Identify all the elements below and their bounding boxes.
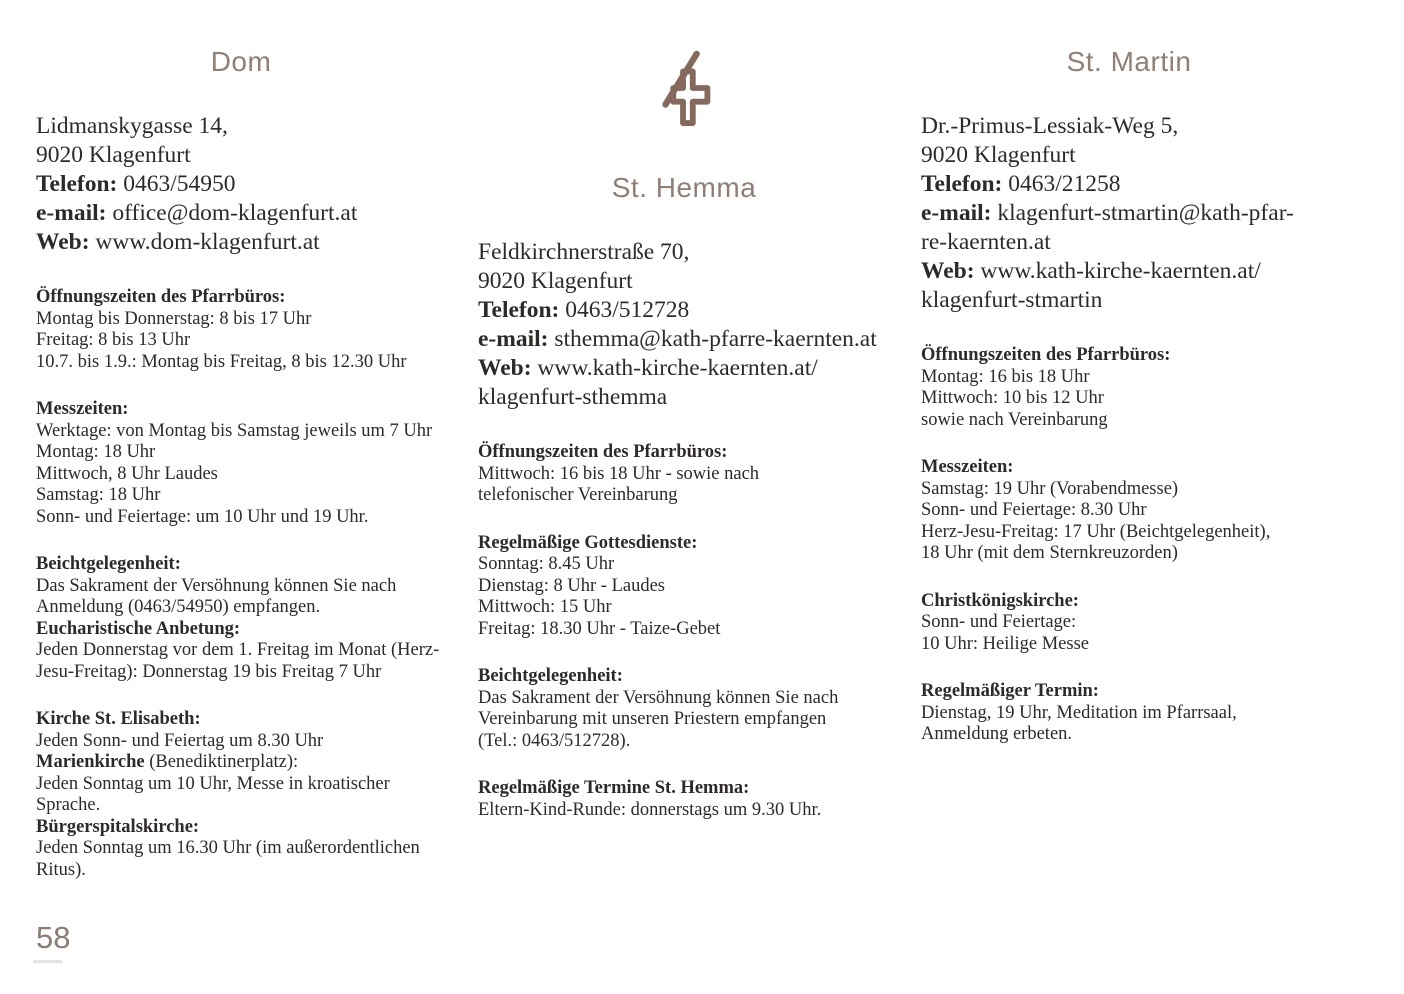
text-line [478, 464, 890, 486]
contact-block-st-martin [921, 112, 1337, 315]
text-line [921, 703, 1337, 725]
bold-label: Telefon: [478, 297, 566, 323]
text-line [478, 688, 890, 710]
text-line [36, 662, 446, 684]
text-line [36, 112, 446, 141]
text-line [478, 619, 890, 641]
text-segment: (Benediktinerplatz): [144, 752, 299, 772]
text-line [478, 383, 890, 412]
text-line [36, 442, 446, 464]
text-line [478, 731, 890, 753]
text-segment: (Tel.: 0463/512728). [478, 730, 631, 751]
text-line [921, 257, 1337, 286]
text-line [921, 410, 1337, 432]
column-title-st-hemma: St. Hemma [611, 172, 757, 203]
text-line [36, 731, 446, 753]
text-line [478, 533, 890, 555]
text-line [36, 709, 446, 731]
text-segment: klagenfurt-stmartin [921, 287, 1103, 313]
text-segment: Vereinbarung mit unseren Priestern empfangen [478, 709, 827, 729]
text-segment: re-kaernten.at [921, 229, 1051, 255]
contact-block-dom [36, 112, 446, 257]
bold-label: Eucharistische Anbetung: [36, 618, 241, 639]
page-number-underline [33, 960, 62, 963]
text-segment: www.kath-kirche-kaernten.at/ [537, 355, 818, 381]
text-line [478, 778, 890, 800]
text-segment: Herz-Jesu-Freitag: 17 Uhr (Beichtgelegenheit), [921, 521, 1271, 542]
bold-label: e-mail: [921, 200, 998, 226]
text-segment: Werktage: von Montag bis Samstag jeweils um 7 Uhr [36, 420, 433, 441]
text-segment: office@dom-klagenfurt.at [112, 200, 358, 226]
text-line [478, 554, 890, 576]
text-segment: 9020 Klagenfurt [36, 142, 191, 168]
info-section [478, 666, 890, 752]
text-line [921, 367, 1337, 389]
text-line [36, 817, 446, 839]
bold-label: Web: [36, 229, 96, 255]
info-section [36, 554, 446, 683]
text-segment: Das Sakrament der Versöhnung können Sie nach [478, 687, 839, 708]
bold-label: Regelmäßige Gottesdienste: [478, 532, 698, 553]
text-line [36, 860, 446, 882]
text-line [921, 286, 1337, 315]
text-segment: Jeden Sonntag um 16.30 Uhr (im außerordentlichen [36, 838, 420, 858]
text-line [36, 838, 446, 860]
text-segment: Feldkirchnerstraße 70, [478, 239, 690, 265]
text-line [478, 597, 890, 619]
text-segment: Ritus). [36, 859, 86, 880]
text-line [478, 267, 890, 296]
column-st-hemma [478, 0, 890, 821]
text-line [36, 554, 446, 576]
text-segment: Eltern-Kind-Runde: donnerstags um 9.30 Uhr. [478, 799, 822, 820]
text-segment: 0463/21258 [1008, 171, 1121, 197]
info-section [36, 399, 446, 528]
text-segment: Dr.-Primus-Lessiak-Weg 5, [921, 113, 1179, 139]
text-segment: Samstag: 18 Uhr [36, 485, 161, 505]
contact-block-st-hemma [478, 238, 890, 412]
text-line [36, 464, 446, 486]
text-segment: Das Sakrament der Versöhnung können Sie nach [36, 575, 397, 596]
text-line [36, 576, 446, 598]
text-segment: Sonn- und Feiertage: 8.30 Uhr [921, 500, 1147, 520]
info-section [478, 778, 890, 821]
text-line [921, 479, 1337, 501]
text-line [478, 325, 890, 354]
text-line [36, 141, 446, 170]
text-line [36, 352, 446, 374]
text-segment: 9020 Klagenfurt [478, 268, 633, 294]
text-segment: Anmeldung (0463/54950) empfangen. [36, 597, 321, 617]
info-section [921, 591, 1337, 656]
info-section [36, 709, 446, 881]
text-segment: Jeden Sonn- und Feiertag um 8.30 Uhr [36, 730, 324, 751]
text-segment: Sprache. [36, 795, 101, 815]
bold-label: Messzeiten: [36, 399, 129, 419]
text-line [921, 591, 1337, 613]
bold-label: Telefon: [921, 171, 1009, 197]
text-segment: Jeden Donnerstag vor dem 1. Freitag im Monat (Herz- [36, 640, 440, 660]
text-line [478, 442, 890, 464]
bold-label: Telefon: [36, 171, 124, 197]
text-line [36, 199, 446, 228]
text-line [478, 238, 890, 267]
column-title-st-martin: St. Martin [1066, 46, 1192, 77]
text-segment: 0463/512728 [565, 297, 690, 323]
text-segment: Dienstag: 8 Uhr - Laudes [478, 575, 666, 596]
column-dom [36, 0, 446, 881]
text-line [36, 287, 446, 309]
text-segment: Jeden Sonntag um 10 Uhr, Messe in kroatischer [36, 773, 390, 794]
column-st-martin [921, 0, 1337, 746]
text-segment: 0463/54950 [123, 171, 236, 197]
text-segment: Mittwoch, 8 Uhr Laudes [36, 463, 218, 484]
info-section [921, 681, 1337, 746]
info-section [478, 442, 890, 507]
text-line [36, 507, 446, 529]
text-segment: 9020 Klagenfurt [921, 142, 1076, 168]
text-line [921, 634, 1337, 656]
text-segment: 10.7. bis 1.9.: Montag bis Freitag, 8 bis 12.30 Uhr [36, 351, 407, 372]
text-line [921, 141, 1337, 170]
text-line [478, 354, 890, 383]
text-segment: sthemma@kath-pfarre-kaernten.at [554, 326, 877, 352]
bold-label: Kirche St. Elisabeth: [36, 709, 201, 729]
text-segment: Montag bis Donnerstag: 8 bis 17 Uhr [36, 308, 312, 329]
text-segment: 18 Uhr (mit dem Sternkreuzorden) [921, 543, 1178, 563]
text-segment: Lidmanskygasse 14, [36, 113, 228, 139]
text-segment: Mittwoch: 10 bis 12 Uhr [921, 388, 1104, 408]
text-segment: www.dom-klagenfurt.at [95, 229, 320, 255]
text-line [36, 330, 446, 352]
text-line [921, 170, 1337, 199]
info-section [36, 287, 446, 373]
text-segment: Mittwoch: 16 bis 18 Uhr - sowie nach [478, 463, 760, 484]
text-segment: Sonn- und Feiertage: um 10 Uhr und 19 Uhr. [36, 506, 369, 527]
info-section [921, 457, 1337, 565]
text-line [36, 597, 446, 619]
text-segment: Mittwoch: 15 Uhr [478, 597, 612, 617]
bold-label: Öffnungszeiten des Pfarrbüros: [921, 345, 1171, 365]
text-line [36, 774, 446, 796]
text-segment: Freitag: 18.30 Uhr - Taize-Gebet [478, 618, 721, 639]
text-line [478, 800, 890, 822]
bold-label: Messzeiten: [921, 457, 1014, 477]
bold-label: Christkönigskirche: [921, 590, 1079, 611]
text-line [36, 228, 446, 257]
text-segment: sowie nach Vereinbarung [921, 409, 1108, 430]
info-section [478, 533, 890, 641]
text-line [921, 612, 1337, 634]
text-line [36, 309, 446, 331]
text-line [921, 112, 1337, 141]
text-segment: Samstag: 19 Uhr (Vorabendmesse) [921, 478, 1179, 499]
text-line [36, 421, 446, 443]
cross-logo-icon [654, 50, 714, 126]
text-segment: Freitag: 8 bis 13 Uhr [36, 330, 191, 350]
text-segment: telefonischer Vereinbarung [478, 485, 678, 505]
info-sections-st-hemma [478, 442, 890, 821]
page-number: 58 [36, 920, 71, 955]
text-line [921, 681, 1337, 703]
text-line [478, 576, 890, 598]
text-line [921, 522, 1337, 544]
text-line [478, 666, 890, 688]
info-sections-dom [36, 287, 446, 881]
bold-label: e-mail: [478, 326, 555, 352]
bold-label: Bürgerspitalskirche: [36, 816, 200, 837]
bold-label: Öffnungszeiten des Pfarrbüros: [478, 442, 728, 462]
column-title-dom: Dom [210, 46, 272, 77]
text-segment: Montag: 16 bis 18 Uhr [921, 366, 1090, 387]
text-segment: klagenfurt-sthemma [478, 384, 668, 410]
text-segment: 10 Uhr: Heilige Messe [921, 633, 1090, 654]
text-segment: Anmeldung erbeten. [921, 724, 1073, 744]
text-segment: klagenfurt-stmartin@kath-pfar- [997, 200, 1294, 226]
bold-label: Beichtgelegenheit: [36, 554, 181, 574]
text-line [478, 709, 890, 731]
text-line [921, 199, 1337, 228]
text-line [921, 543, 1337, 565]
text-line [36, 640, 446, 662]
text-line [921, 345, 1337, 367]
text-line [921, 500, 1337, 522]
text-segment: Sonntag: 8.45 Uhr [478, 554, 615, 574]
text-line [921, 228, 1337, 257]
text-segment: Dienstag, 19 Uhr, Meditation im Pfarrsaal, [921, 702, 1237, 723]
bold-label: Beichtgelegenheit: [478, 666, 623, 686]
text-line [478, 485, 890, 507]
bold-label: Öffnungszeiten des Pfarrbüros: [36, 287, 286, 307]
text-segment: Jesu-Freitag): Donnerstag 19 bis Freitag 7 Uhr [36, 661, 382, 682]
bold-label: Marienkirche [36, 752, 145, 772]
text-line [921, 724, 1337, 746]
text-line [36, 485, 446, 507]
text-line [478, 296, 890, 325]
text-line [921, 457, 1337, 479]
bold-label: Regelmäßiger Termin: [921, 681, 1099, 701]
text-line [36, 795, 446, 817]
text-segment: Montag: 18 Uhr [36, 442, 156, 462]
text-line [36, 752, 446, 774]
text-line [36, 619, 446, 641]
text-segment: www.kath-kirche-kaernten.at/ [980, 258, 1261, 284]
bold-label: e-mail: [36, 200, 113, 226]
text-line [36, 170, 446, 199]
text-line [921, 388, 1337, 410]
bold-label: Web: [478, 355, 538, 381]
text-segment: Sonn- und Feiertage: [921, 612, 1077, 632]
info-sections-st-martin [921, 345, 1337, 746]
info-section [921, 345, 1337, 431]
bold-label: Web: [921, 258, 981, 284]
bold-label: Regelmäßige Termine St. Hemma: [478, 778, 750, 798]
text-line [36, 399, 446, 421]
